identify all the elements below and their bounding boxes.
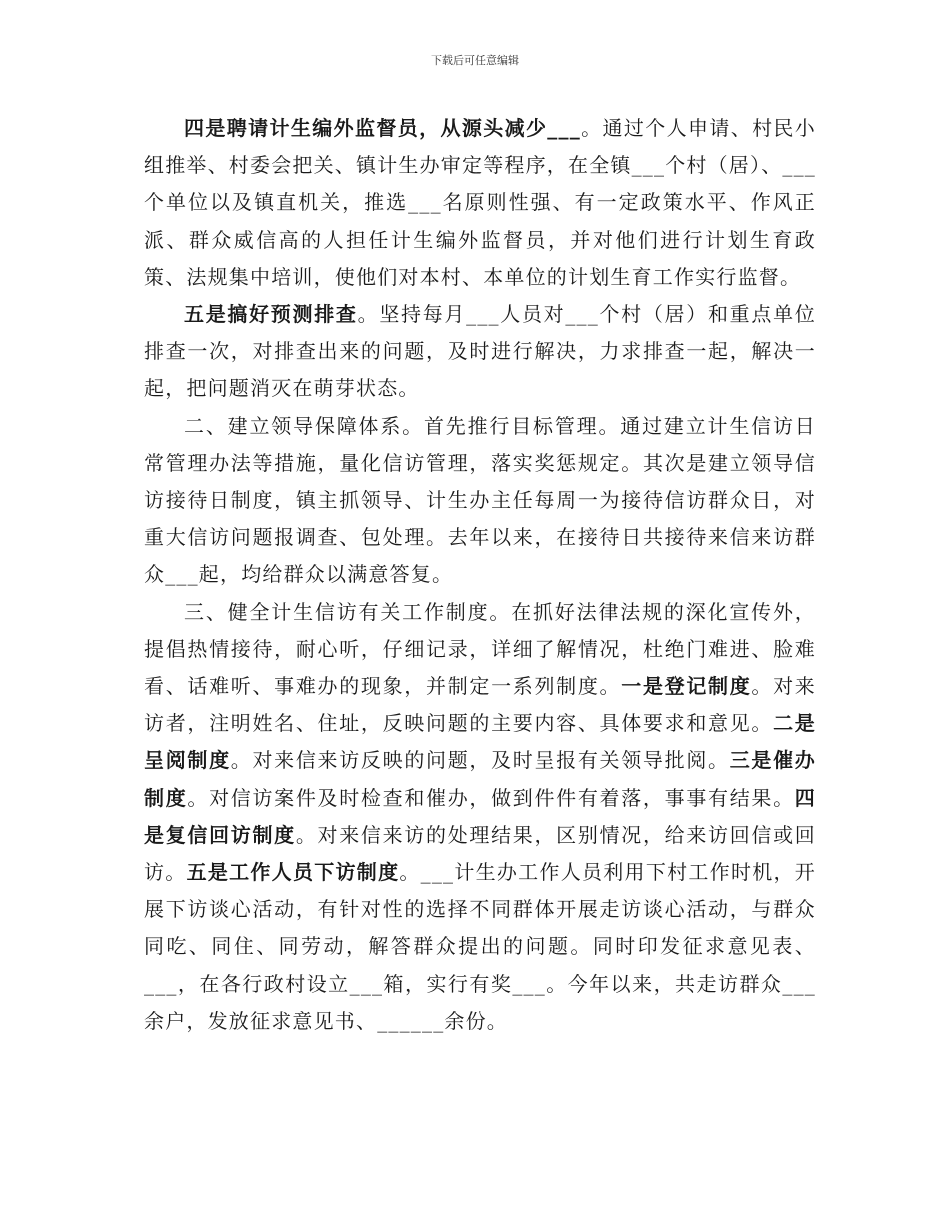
paragraph-text: 。对来访者，注明姓名、住址，反映问题的主要内容、具体要求和意见。 <box>144 674 816 736</box>
page-header: 下载后可任意编辑 <box>431 54 519 67</box>
rule-review: 二是呈阅制度 <box>144 711 816 773</box>
paragraph-text: 。___计生办工作人员利用下村工作时机，开展下访谈心活动，有针对性的选择不同群体开展走访谈心活动，与群众同吃、同住、同劳动，解答群众提出的问题。同时印发征求意见表、___，在各行政村设立___箱，实行有奖___。今年以来，共走访群众___余户，发放征求意见书、______余份。 <box>144 860 816 1033</box>
paragraph-heading: 四是聘请计生编外监督员，从源头减少___ <box>184 116 581 140</box>
paragraph-leadership-system <box>144 408 816 594</box>
document-body <box>144 110 816 1040</box>
paragraph-text: 。坚持每月___人员对___个村（居）和重点单位排查一次，对排查出来的问题，及时进行解决，力求排查一起，解决一起，把问题消灭在萌芽状态。 <box>144 302 816 401</box>
paragraph-text: 。对信访案件及时检查和催办，做到件件有着落，事事有结果。 <box>187 785 795 810</box>
paragraph-text: 二、建立领导保障体系。首先推行目标管理。通过建立计生信访日常管理办法等措施，量化信访管理，落实奖惩规定。其次是建立领导信访接待日制度，镇主抓领导、计生办主任每周一为接待信访群众日，对重大信访问题报调查、包处理。去年以来，在接待日共接待来信来访群众___起，均给群众以满意答复。 <box>144 413 816 587</box>
paragraph-text: 。通过个人申请、村民小组推举、村委会把关、镇计生办审定等程序，在全镇___个村（居）、___个单位以及镇直机关，推选___名原则性强、有一定政策水平、作风正派、群众威信高的人担任计生编外监督员，并对他们进行计划生育政策、法规集中培训，使他们对本村、本单位的计划生育工作实行监督。 <box>144 116 817 289</box>
rule-reply-visit: 四是复信回访制度 <box>144 785 816 847</box>
paragraph-forecast-screening <box>144 296 816 408</box>
rule-staff-visits: 五是工作人员下访制度 <box>186 860 400 885</box>
rule-urging: 三是催办制度 <box>144 748 816 810</box>
rule-registration: 一是登记制度 <box>621 674 752 699</box>
paragraph-text: 。对来信来访反映的问题，及时呈报有关领导批阅。 <box>230 748 730 773</box>
paragraph-text: 。对来信来访的处理结果，区别情况，给来访回信或回访。 <box>144 822 816 885</box>
paragraph-supervisors <box>144 110 816 296</box>
paragraph-work-rules <box>144 594 816 1040</box>
paragraph-heading: 五是搞好预测排查 <box>184 302 358 327</box>
paragraph-text: 三、健全计生信访有关工作制度。在抓好法律法规的深化宣传外，提倡热情接待，耐心听，仔细记录，详细了解情况，杜绝门难进、脸难看、话难听、事难办的现象，并制定一系列制度。 <box>144 599 816 699</box>
